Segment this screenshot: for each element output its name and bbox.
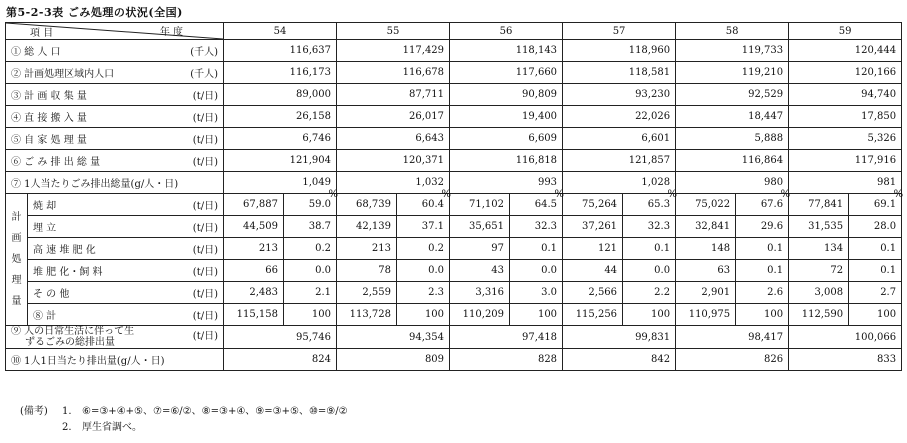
plan-label-text: 焼 却 [33, 201, 57, 212]
note-2: 2. 厚生省調べ。 [62, 422, 142, 433]
value-cell: 94,354 [337, 326, 450, 349]
percent-cell [284, 304, 337, 326]
value-cell: 118,581 [563, 62, 676, 84]
value-cell: 18,447 [676, 106, 789, 128]
value-cell: 26,017 [337, 106, 450, 128]
value-cell: 120,444 [789, 40, 902, 62]
percent-value: 0.0 [654, 265, 671, 276]
row-label-text: ⑥ ご み 排 出 総 量 [11, 157, 101, 168]
row-label-text: ④ 直 接 搬 入 量 [11, 113, 87, 124]
amount-cell: 75,022 [676, 194, 736, 216]
plan-row [6, 304, 902, 326]
value-cell: 19,400 [450, 106, 563, 128]
percent-value: 28.0 [873, 221, 897, 232]
percent-value: 100 [650, 309, 671, 320]
amount-cell: 97 [450, 238, 510, 260]
value-cell: 5,888 [676, 128, 789, 150]
percent-cell [397, 282, 450, 304]
amount-cell: 134 [789, 238, 849, 260]
percent-value: 59.0 [308, 199, 332, 210]
percent-cell [284, 260, 337, 282]
value-cell: 116,173 [224, 62, 337, 84]
percent-cell [397, 304, 450, 326]
plan-label-text: ⑧ 計 [33, 311, 57, 322]
percent-value: 0.1 [541, 243, 558, 254]
amount-cell: 66 [224, 260, 284, 282]
value-cell: 6,643 [337, 128, 450, 150]
amount-cell: 113,728 [337, 304, 397, 326]
value-cell: 826 [676, 349, 789, 371]
value-cell: 92,529 [676, 84, 789, 106]
amount-cell: 43 [450, 260, 510, 282]
plan-row [6, 238, 902, 260]
value-cell: 119,210 [676, 62, 789, 84]
row-label [6, 150, 224, 172]
group-char: 計 [11, 212, 22, 223]
percent-mark: % [780, 189, 791, 200]
year-header: 59 [789, 23, 902, 40]
percent-value: 60.4 [421, 199, 445, 210]
value-cell: 981 [789, 172, 902, 194]
percent-cell [849, 282, 902, 304]
percent-mark: % [667, 189, 678, 200]
year-label: 年 度 [159, 27, 183, 38]
percent-cell [284, 238, 337, 260]
group-char: 量 [11, 296, 22, 307]
value-cell: 5,326 [789, 128, 902, 150]
row-unit: (t/日) [192, 113, 218, 124]
plan-unit: (t/日) [192, 267, 218, 278]
amount-cell: 78 [337, 260, 397, 282]
percent-value: 0.1 [767, 265, 784, 276]
percent-mark: % [554, 189, 565, 200]
value-cell: 6,746 [224, 128, 337, 150]
percent-cell [510, 216, 563, 238]
value-cell: 993 [450, 172, 563, 194]
percent-cell [397, 238, 450, 260]
percent-value: 100 [424, 309, 445, 320]
plan-row [6, 260, 902, 282]
plan-label-text: 高 速 堆 肥 化 [33, 245, 96, 256]
percent-cell [510, 282, 563, 304]
plan-row-label [28, 304, 224, 326]
percent-value: 100 [537, 309, 558, 320]
percent-cell [849, 189, 904, 216]
amount-cell: 115,256 [563, 304, 623, 326]
group-char: 画 [11, 233, 22, 244]
table-row [6, 150, 902, 172]
value-cell: 117,660 [450, 62, 563, 84]
percent-value: 0.1 [767, 243, 784, 254]
amount-cell: 68,739 [337, 194, 397, 216]
value-cell: 93,230 [563, 84, 676, 106]
percent-cell [736, 238, 789, 260]
percent-value: 100 [311, 309, 332, 320]
percent-cell [849, 260, 902, 282]
percent-cell [736, 304, 789, 326]
row-label-text: ③ 計 画 収 集 量 [11, 91, 87, 102]
percent-value: 67.6 [760, 199, 784, 210]
header-corner [6, 23, 224, 40]
row-label [6, 106, 224, 128]
value-cell: 97,418 [450, 326, 563, 349]
value-cell: 980 [676, 172, 789, 194]
table-title: 第5-2-3表 ごみ処理の状況(全国) [6, 6, 183, 19]
amount-cell: 2,566 [563, 282, 623, 304]
amount-cell: 3,008 [789, 282, 849, 304]
value-cell: 118,960 [563, 40, 676, 62]
percent-cell [397, 216, 450, 238]
percent-cell [510, 189, 565, 216]
value-cell: 22,026 [563, 106, 676, 128]
value-cell: 118,143 [450, 40, 563, 62]
row-label [6, 172, 224, 194]
percent-value: 2.6 [767, 287, 784, 298]
percent-cell [623, 260, 676, 282]
amount-cell: 75,264 [563, 194, 623, 216]
row-label [6, 128, 224, 150]
percent-value: 0.1 [654, 243, 671, 254]
percent-cell [510, 304, 563, 326]
row-label-text: ⑤ 自 家 処 理 量 [11, 135, 87, 146]
row-10-label: ⑩ 1人1日当たり排出量(g/人・日) [6, 349, 224, 371]
amount-cell: 32,841 [676, 216, 736, 238]
percent-value: 2.1 [315, 287, 332, 298]
value-cell: 17,850 [789, 106, 902, 128]
value-cell: 94,740 [789, 84, 902, 106]
value-cell: 89,000 [224, 84, 337, 106]
percent-cell [623, 282, 676, 304]
plan-unit: (t/日) [192, 245, 218, 256]
value-cell: 98,417 [676, 326, 789, 349]
percent-value: 64.5 [534, 199, 558, 210]
amount-cell: 115,158 [224, 304, 284, 326]
value-cell: 120,371 [337, 150, 450, 172]
percent-value: 2.7 [880, 287, 897, 298]
row-label-text: ② 計画処理区域内人口 [11, 69, 115, 80]
value-cell: 87,711 [337, 84, 450, 106]
percent-value: 38.7 [308, 221, 332, 232]
percent-cell [510, 260, 563, 282]
percent-cell [623, 189, 678, 216]
value-cell: 1,032 [337, 172, 450, 194]
value-cell: 1,028 [563, 172, 676, 194]
amount-cell: 2,559 [337, 282, 397, 304]
value-cell: 90,809 [450, 84, 563, 106]
value-cell: 116,637 [224, 40, 337, 62]
table-row [6, 172, 902, 194]
year-header: 58 [676, 23, 789, 40]
value-cell: 100,066 [789, 326, 902, 349]
row-label [6, 40, 224, 62]
value-cell: 121,857 [563, 150, 676, 172]
value-cell: 6,609 [450, 128, 563, 150]
amount-cell: 42,139 [337, 216, 397, 238]
plan-group-label [6, 194, 28, 326]
value-cell: 116,864 [676, 150, 789, 172]
group-char: 処 [11, 254, 22, 265]
group-char: 理 [11, 275, 22, 286]
percent-mark: % [893, 189, 904, 200]
percent-value: 32.3 [534, 221, 558, 232]
row-label [6, 62, 224, 84]
percent-mark: % [328, 189, 339, 200]
percent-cell [623, 216, 676, 238]
percent-mark: % [441, 189, 452, 200]
percent-value: 100 [877, 309, 897, 320]
percent-cell [284, 189, 339, 216]
value-cell: 842 [563, 349, 676, 371]
amount-cell: 2,901 [676, 282, 736, 304]
percent-value: 69.1 [873, 199, 897, 210]
value-cell: 809 [337, 349, 450, 371]
percent-value: 3.0 [541, 287, 558, 298]
percent-cell [397, 260, 450, 282]
percent-value: 0.2 [315, 243, 332, 254]
row-unit: (t/日) [192, 157, 218, 168]
plan-unit: (t/日) [192, 289, 218, 300]
table-row [6, 40, 902, 62]
value-cell: 26,158 [224, 106, 337, 128]
amount-cell: 213 [224, 238, 284, 260]
plan-row-label [28, 216, 224, 238]
plan-row-label [28, 260, 224, 282]
value-cell: 116,818 [450, 150, 563, 172]
amount-cell: 37,261 [563, 216, 623, 238]
value-cell: 116,678 [337, 62, 450, 84]
row-label [6, 84, 224, 106]
value-cell: 824 [224, 349, 337, 371]
percent-cell [397, 189, 452, 216]
plan-row [6, 216, 902, 238]
percent-cell [736, 260, 789, 282]
amount-cell: 121 [563, 238, 623, 260]
amount-cell: 71,102 [450, 194, 510, 216]
row-label-text: ① 総 人 口 [11, 47, 61, 58]
amount-cell: 148 [676, 238, 736, 260]
percent-value: 32.3 [647, 221, 671, 232]
plan-row-label [28, 194, 224, 216]
row-9-label [6, 326, 224, 349]
year-header: 55 [337, 23, 450, 40]
row-9-line-2: ずるごみの総排出量 [25, 337, 115, 348]
year-header: 57 [563, 23, 676, 40]
amount-cell: 63 [676, 260, 736, 282]
value-cell: 117,916 [789, 150, 902, 172]
plan-unit: (t/日) [192, 311, 218, 322]
year-header: 56 [450, 23, 563, 40]
value-cell: 6,601 [563, 128, 676, 150]
row-unit: (千人) [190, 47, 218, 58]
value-cell: 1,049 [224, 172, 337, 194]
percent-value: 100 [763, 309, 784, 320]
percent-cell [510, 238, 563, 260]
row-unit: (千人) [190, 69, 218, 80]
amount-cell: 67,887 [224, 194, 284, 216]
percent-value: 0.0 [315, 265, 332, 276]
table-row [6, 62, 902, 84]
item-label: 項 目 [30, 28, 54, 39]
percent-cell [623, 238, 676, 260]
amount-cell: 213 [337, 238, 397, 260]
header-row [6, 23, 902, 40]
percent-value: 0.1 [880, 243, 897, 254]
plan-unit: (t/日) [192, 201, 218, 212]
percent-value: 37.1 [421, 221, 445, 232]
plan-label-text: そ の 他 [33, 289, 70, 300]
percent-value: 0.1 [880, 265, 897, 276]
plan-label-text: 埋 立 [33, 223, 57, 234]
amount-cell: 110,209 [450, 304, 510, 326]
value-cell: 117,429 [337, 40, 450, 62]
value-cell: 120,166 [789, 62, 902, 84]
amount-cell: 72 [789, 260, 849, 282]
plan-row [6, 282, 902, 304]
value-cell: 95,746 [224, 326, 337, 349]
amount-cell: 112,590 [789, 304, 849, 326]
row-9 [6, 326, 902, 349]
row-label-text: ⑦ 1人当たりごみ排出総量(g/人・日) [11, 179, 179, 190]
amount-cell: 35,651 [450, 216, 510, 238]
amount-cell: 44,509 [224, 216, 284, 238]
amount-cell: 110,975 [676, 304, 736, 326]
percent-value: 65.3 [647, 199, 671, 210]
percent-value: 29.6 [760, 221, 784, 232]
value-cell: 828 [450, 349, 563, 371]
plan-label-text: 堆 肥 化・飼 料 [33, 267, 103, 278]
percent-cell [736, 189, 791, 216]
value-cell: 121,904 [224, 150, 337, 172]
notes [20, 404, 348, 436]
amount-cell: 44 [563, 260, 623, 282]
amount-cell: 2,483 [224, 282, 284, 304]
percent-value: 0.0 [541, 265, 558, 276]
percent-cell [623, 304, 676, 326]
table-row [6, 128, 902, 150]
percent-cell [849, 216, 902, 238]
row-9-line-1: ⑨ 人の日常生活に伴って生 [11, 326, 135, 337]
table-row [6, 106, 902, 128]
plan-row [6, 194, 902, 216]
waste-table [5, 22, 902, 371]
amount-cell: 77,841 [789, 194, 849, 216]
row-9-unit: (t/日) [192, 331, 218, 342]
table-row [6, 84, 902, 106]
percent-value: 0.0 [428, 265, 445, 276]
plan-row-label [28, 238, 224, 260]
plan-row-label [28, 282, 224, 304]
amount-cell: 31,535 [789, 216, 849, 238]
percent-cell [284, 216, 337, 238]
percent-value: 0.2 [428, 243, 445, 254]
percent-cell [284, 282, 337, 304]
value-cell: 119,733 [676, 40, 789, 62]
value-cell: 99,831 [563, 326, 676, 349]
note-1: (備考) 1. ⑥=③+④+⑤、⑦=⑥/②、⑧=③+④、⑨=③+⑤、⑩=⑨/② [20, 404, 348, 420]
year-header: 54 [224, 23, 337, 40]
notes-key: (備考) [20, 406, 48, 417]
plan-unit: (t/日) [192, 223, 218, 234]
percent-cell [736, 282, 789, 304]
percent-value: 2.2 [654, 287, 671, 298]
row-unit: (t/日) [192, 135, 218, 146]
percent-value: 2.3 [428, 287, 445, 298]
amount-cell: 3,316 [450, 282, 510, 304]
percent-cell [736, 216, 789, 238]
percent-cell [849, 238, 902, 260]
percent-cell [849, 304, 902, 326]
value-cell: 833 [789, 349, 902, 371]
row-unit: (t/日) [192, 91, 218, 102]
row-10 [6, 349, 902, 371]
